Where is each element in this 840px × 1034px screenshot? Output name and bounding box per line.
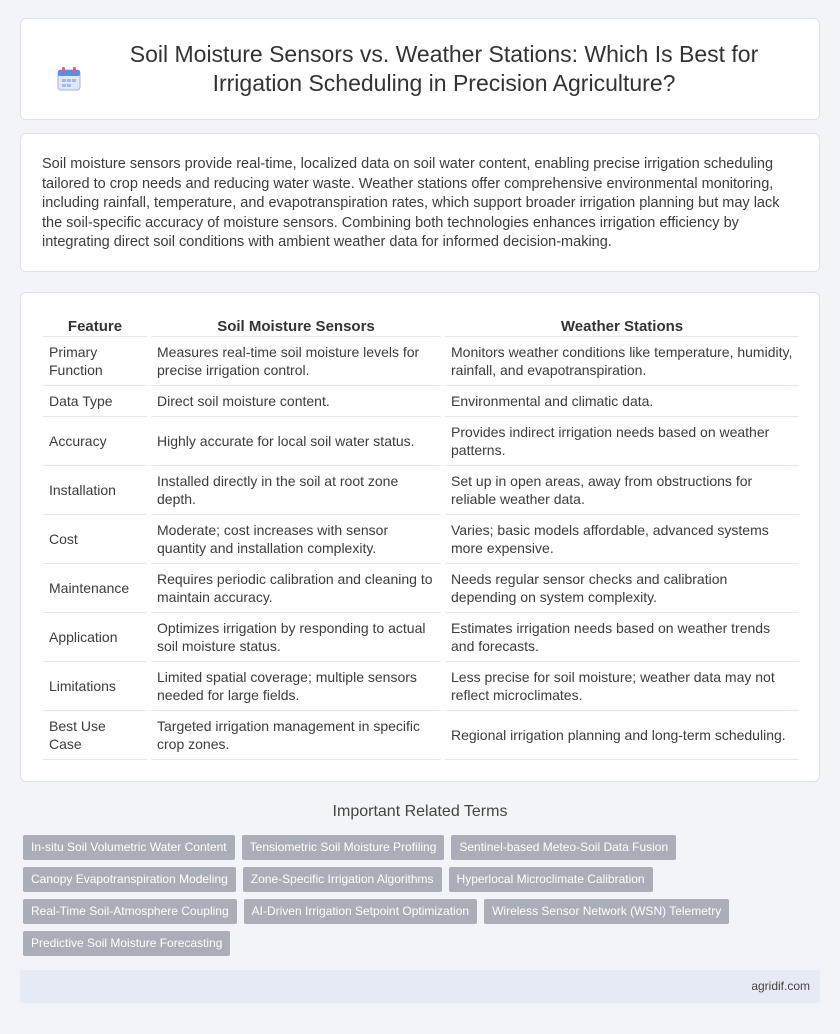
header-weather-stations: Weather Stations [445, 313, 799, 337]
table-row [43, 417, 799, 466]
feature-cell: Best Use Case [43, 711, 147, 760]
sms-cell: Measures real-time soil moisture levels for precise irrigation control. [151, 337, 441, 386]
related-term-tag[interactable]: AI-Driven Irrigation Setpoint Optimization [244, 899, 477, 924]
related-term-tag[interactable]: In-situ Soil Volumetric Water Content [23, 835, 235, 860]
ws-cell: Regional irrigation planning and long-term scheduling. [445, 711, 799, 760]
feature-cell: Application [43, 613, 147, 662]
feature-cell: Maintenance [43, 564, 147, 613]
feature-cell: Primary Function [43, 337, 147, 386]
feature-cell: Limitations [43, 662, 147, 711]
sms-cell: Highly accurate for local soil water status. [151, 417, 441, 466]
ws-cell: Varies; basic models affordable, advanced systems more expensive. [445, 515, 799, 564]
comparison-table [39, 313, 803, 760]
sms-cell: Direct soil moisture content. [151, 386, 441, 417]
ws-cell: Environmental and climatic data. [445, 386, 799, 417]
table-header-row [43, 313, 799, 337]
ws-cell: Set up in open areas, away from obstructions for reliable weather data. [445, 466, 799, 515]
ws-cell: Needs regular sensor checks and calibration depending on system complexity. [445, 564, 799, 613]
table-row [43, 662, 799, 711]
sms-cell: Requires periodic calibration and cleaning to maintain accuracy. [151, 564, 441, 613]
feature-cell: Cost [43, 515, 147, 564]
sms-cell: Moderate; cost increases with sensor quantity and installation complexity. [151, 515, 441, 564]
table-row [43, 337, 799, 386]
sms-cell: Installed directly in the soil at root zone depth. [151, 466, 441, 515]
footer [20, 970, 820, 1003]
table-row [43, 564, 799, 613]
feature-cell: Accuracy [43, 417, 147, 466]
calendar-icon [56, 66, 82, 92]
header-feature: Feature [43, 313, 147, 337]
related-term-tag[interactable]: Wireless Sensor Network (WSN) Telemetry [484, 899, 729, 924]
sms-cell: Optimizes irrigation by responding to actual soil moisture status. [151, 613, 441, 662]
header-soil-moisture-sensors: Soil Moisture Sensors [151, 313, 441, 337]
related-terms-heading: Important Related Terms [332, 803, 508, 820]
title-card [20, 18, 820, 120]
related-term-tag[interactable]: Predictive Soil Moisture Forecasting [23, 931, 230, 956]
related-term-tag[interactable]: Sentinel-based Meteo-Soil Data Fusion [451, 835, 676, 860]
ws-cell: Estimates irrigation needs based on weather trends and forecasts. [445, 613, 799, 662]
table-row [43, 386, 799, 417]
table-row [43, 613, 799, 662]
intro-paragraph: Soil moisture sensors provide real-time, localized data on soil water content, enabling precise irrigation scheduling tailored to crop needs and reducing water waste. Weather stations offer comprehensive environmental monitoring, including rainfall, temperature, and evapotranspiration rates, which support broader irrigation planning but may lack the soil-specific accuracy of moisture sensors. Combining both technologies enhances irrigation efficiency by integrating direct soil conditions with ambient weather data for informed decision-making. [42, 156, 780, 250]
table-row [43, 466, 799, 515]
related-terms-tags [23, 835, 783, 963]
related-term-tag[interactable]: Zone-Specific Irrigation Algorithms [243, 867, 442, 892]
sms-cell: Limited spatial coverage; multiple sensors needed for large fields. [151, 662, 441, 711]
comparison-table-card [20, 292, 820, 782]
intro-card [20, 133, 820, 272]
related-term-tag[interactable]: Tensiometric Soil Moisture Profiling [242, 835, 445, 860]
page-title: Soil Moisture Sensors vs. Weather Stations: Which Is Best for Irrigation Scheduling in Precision Agriculture? [129, 41, 759, 96]
footer-domain-link[interactable]: agridif.com [751, 979, 810, 993]
feature-cell: Data Type [43, 386, 147, 417]
table-row [43, 711, 799, 760]
feature-cell: Installation [43, 466, 147, 515]
ws-cell: Provides indirect irrigation needs based on weather patterns. [445, 417, 799, 466]
related-term-tag[interactable]: Real-Time Soil-Atmosphere Coupling [23, 899, 237, 924]
ws-cell: Less precise for soil moisture; weather data may not reflect microclimates. [445, 662, 799, 711]
related-term-tag[interactable]: Hyperlocal Microclimate Calibration [449, 867, 653, 892]
sms-cell: Targeted irrigation management in specific crop zones. [151, 711, 441, 760]
related-term-tag[interactable]: Canopy Evapotranspiration Modeling [23, 867, 236, 892]
table-row [43, 515, 799, 564]
ws-cell: Monitors weather conditions like temperature, humidity, rainfall, and evapotranspiration. [445, 337, 799, 386]
